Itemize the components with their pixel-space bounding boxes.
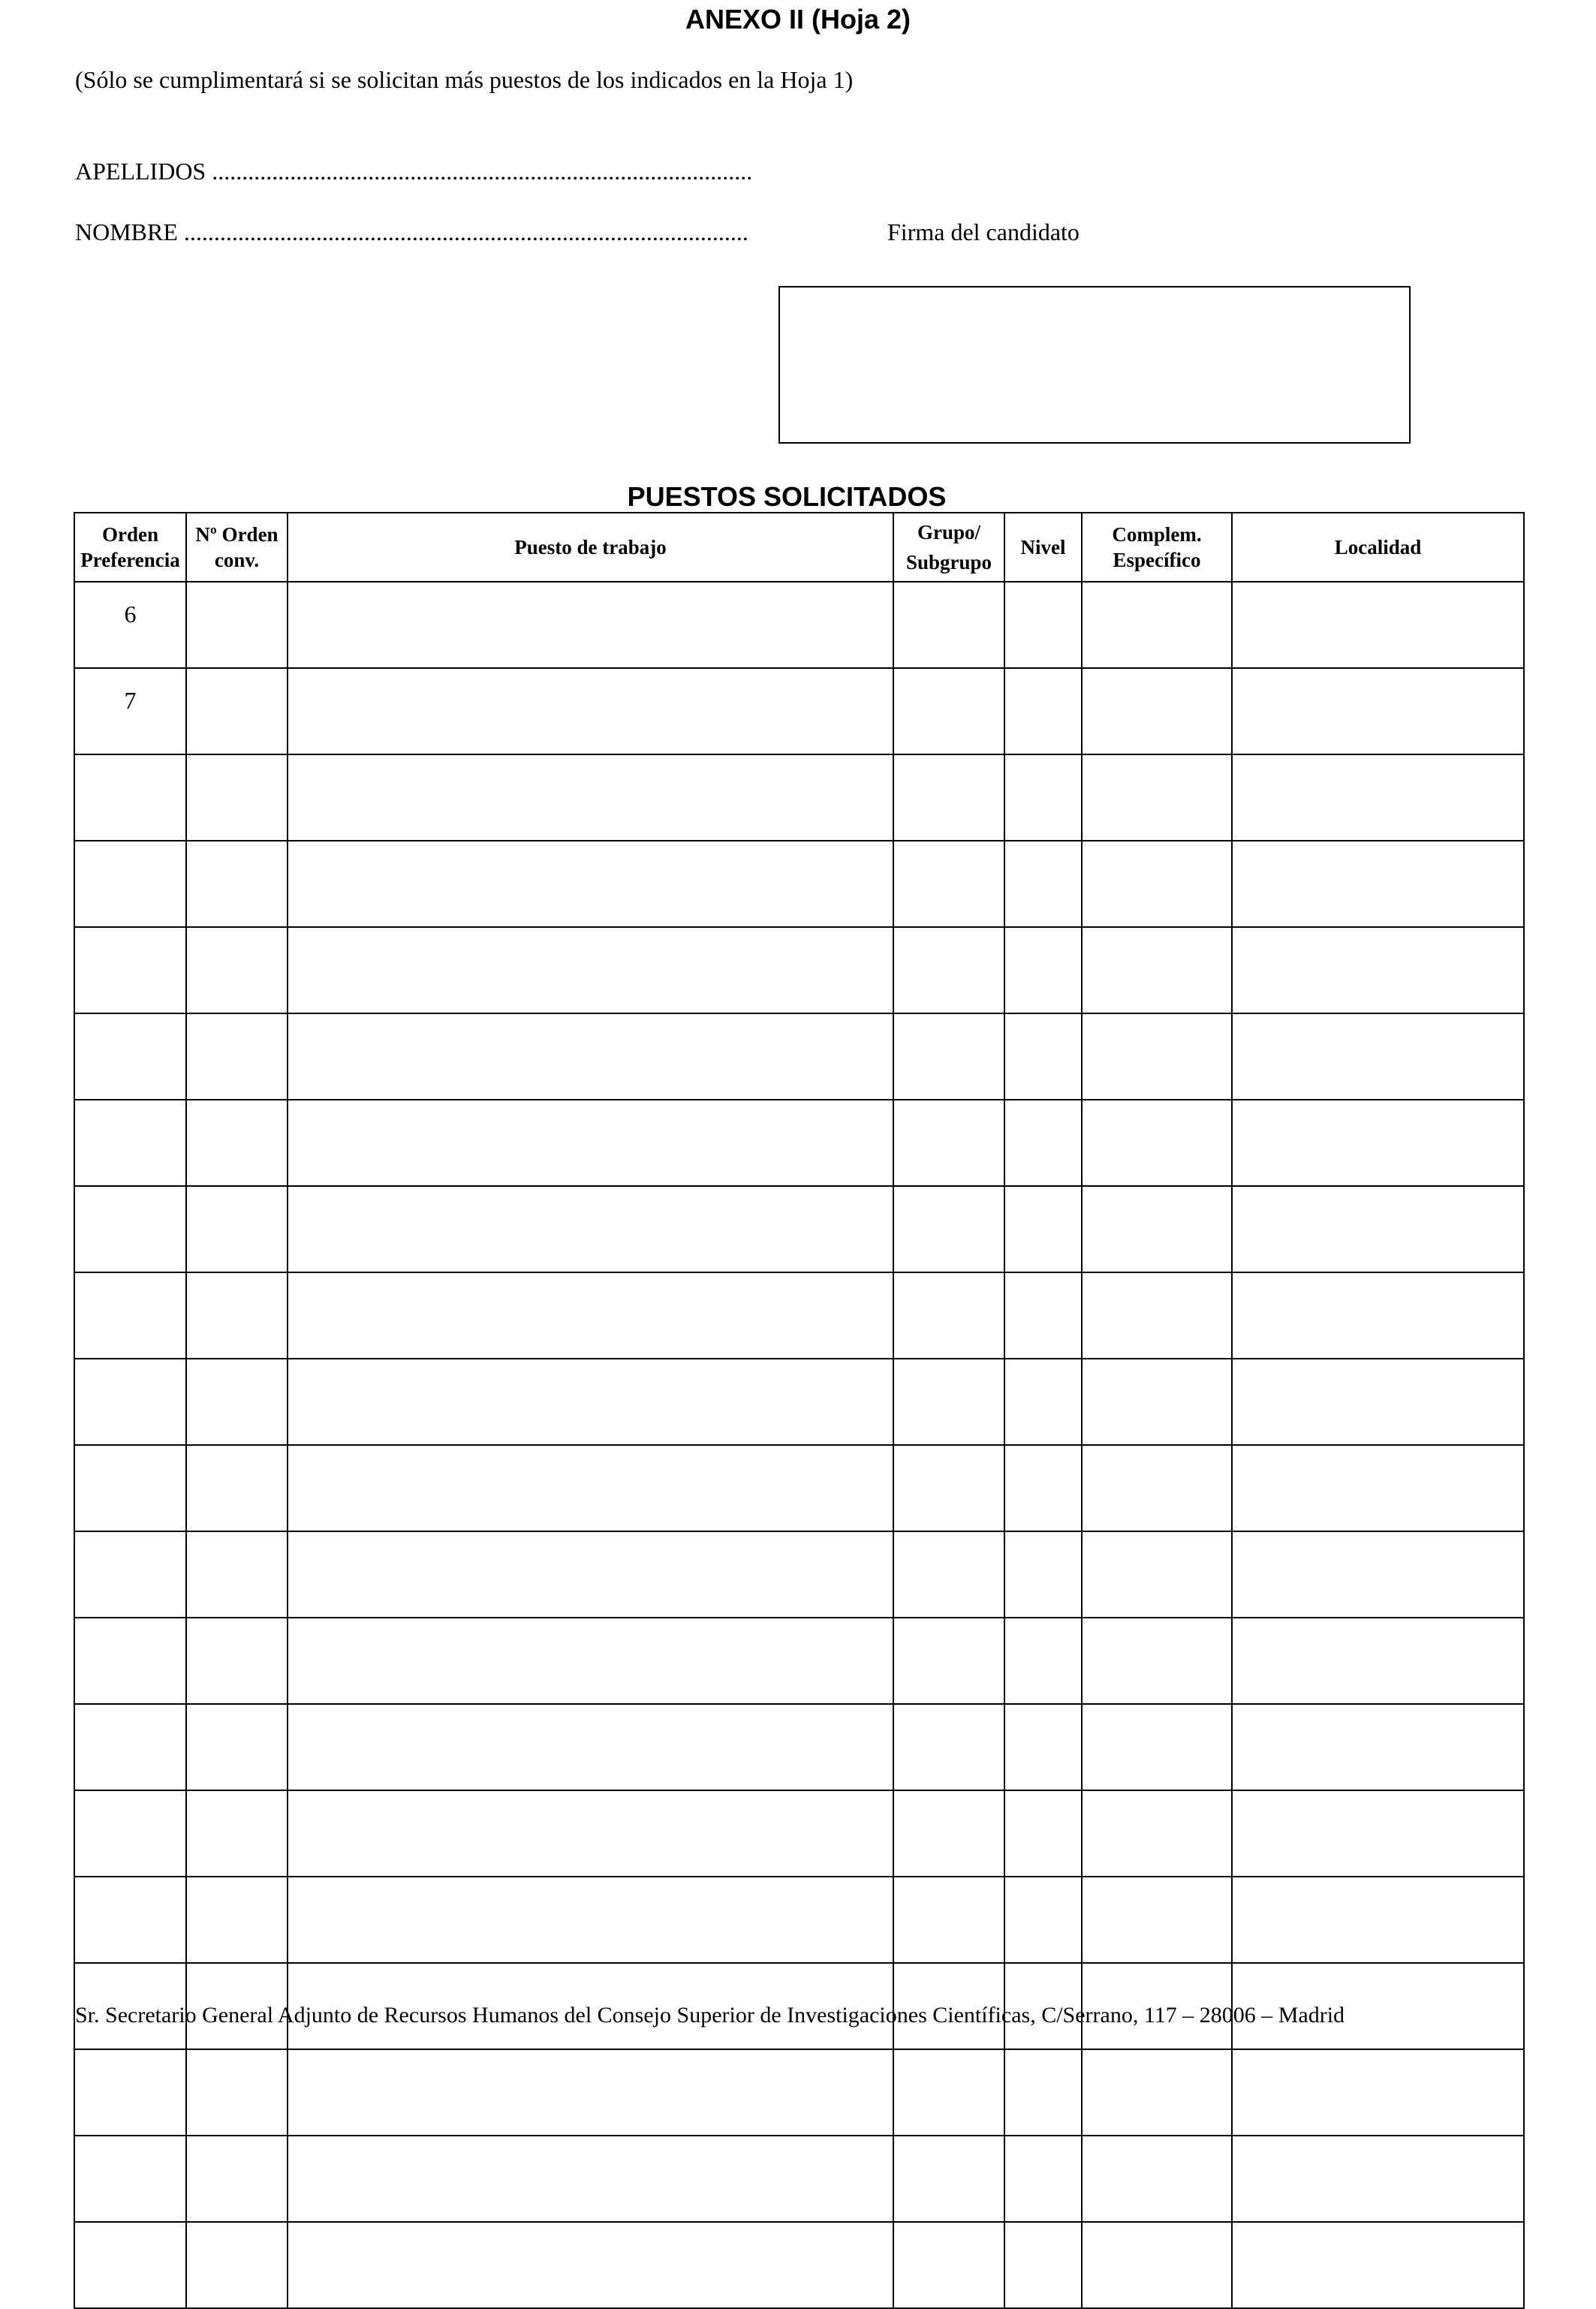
cell-complemento[interactable]	[1082, 2049, 1232, 2136]
cell-localidad[interactable]	[1232, 927, 1524, 1013]
cell-localidad[interactable]	[1232, 668, 1524, 754]
cell-complemento[interactable]	[1082, 1445, 1232, 1531]
cell-grupo[interactable]	[893, 927, 1004, 1013]
cell-complemento[interactable]	[1082, 927, 1232, 1013]
cell-localidad[interactable]	[1232, 754, 1524, 841]
cell-localidad[interactable]	[1232, 1100, 1524, 1186]
cell-n-orden[interactable]	[186, 1790, 288, 1877]
cell-orden[interactable]	[74, 1359, 186, 1445]
cell-complemento[interactable]	[1082, 841, 1232, 927]
cell-n-orden[interactable]	[186, 1531, 288, 1618]
cell-nivel[interactable]	[1004, 1100, 1082, 1186]
header-complemento	[1082, 513, 1232, 582]
cell-localidad[interactable]	[1232, 1704, 1524, 1790]
cell-n-orden[interactable]	[186, 1618, 288, 1704]
cell-orden[interactable]	[74, 1445, 186, 1531]
cell-complemento[interactable]	[1082, 1790, 1232, 1877]
cell-localidad[interactable]	[1232, 582, 1524, 668]
table-header-row	[74, 513, 1524, 582]
cell-grupo[interactable]	[893, 2136, 1004, 2222]
cell-n-orden[interactable]	[186, 754, 288, 841]
cell-n-orden[interactable]	[186, 1013, 288, 1100]
cell-orden[interactable]	[74, 2222, 186, 2308]
cell-nivel[interactable]	[1004, 1618, 1082, 1704]
cell-nivel[interactable]	[1004, 1790, 1082, 1877]
table-row	[74, 1877, 1524, 1963]
cell-orden[interactable]	[74, 754, 186, 841]
cell-nivel[interactable]	[1004, 2136, 1082, 2222]
cell-orden[interactable]	[74, 1618, 186, 1704]
cell-complemento[interactable]	[1082, 668, 1232, 754]
cell-localidad[interactable]	[1232, 1013, 1524, 1100]
cell-orden[interactable]	[74, 927, 186, 1013]
cell-puesto[interactable]	[288, 1704, 893, 1790]
table-row	[74, 1272, 1524, 1359]
cell-orden[interactable]: 6	[74, 582, 186, 668]
cell-n-orden[interactable]	[186, 582, 288, 668]
table-row	[74, 1445, 1524, 1531]
cell-puesto[interactable]	[288, 754, 893, 841]
cell-grupo[interactable]	[893, 582, 1004, 668]
cell-puesto[interactable]	[288, 1100, 893, 1186]
cell-puesto[interactable]	[288, 2049, 893, 2136]
table-row	[74, 1618, 1524, 1704]
cell-grupo[interactable]	[893, 754, 1004, 841]
cell-grupo[interactable]	[893, 1877, 1004, 1963]
signature-box[interactable]	[778, 286, 1411, 444]
cell-nivel[interactable]	[1004, 668, 1082, 754]
table-row	[74, 1100, 1524, 1186]
cell-complemento[interactable]	[1082, 1272, 1232, 1359]
cell-grupo[interactable]	[893, 668, 1004, 754]
cell-puesto[interactable]	[288, 1790, 893, 1877]
cell-puesto[interactable]	[288, 1272, 893, 1359]
cell-nivel[interactable]	[1004, 2049, 1082, 2136]
cell-orden[interactable]	[74, 1013, 186, 1100]
cell-nivel[interactable]	[1004, 1877, 1082, 1963]
cell-grupo[interactable]	[893, 1272, 1004, 1359]
cell-localidad[interactable]	[1232, 1359, 1524, 1445]
cell-nivel[interactable]	[1004, 754, 1082, 841]
cell-complemento[interactable]	[1082, 1013, 1232, 1100]
cell-nivel[interactable]	[1004, 582, 1082, 668]
cell-localidad[interactable]	[1232, 1618, 1524, 1704]
signature-label: Firma del candidato	[887, 218, 1080, 245]
cell-complemento[interactable]	[1082, 1186, 1232, 1272]
table-row	[74, 1790, 1524, 1877]
cell-orden[interactable]	[74, 1704, 186, 1790]
cell-puesto[interactable]	[288, 1877, 893, 1963]
table-row	[74, 2222, 1524, 2308]
cell-n-orden[interactable]	[186, 1445, 288, 1531]
cell-n-orden[interactable]	[186, 1100, 288, 1186]
cell-n-orden[interactable]	[186, 927, 288, 1013]
cell-nivel[interactable]	[1004, 927, 1082, 1013]
document-title: ANEXO II (Hoja 2)	[685, 4, 911, 35]
cell-localidad[interactable]	[1232, 2136, 1524, 2222]
positions-table	[74, 512, 1525, 2309]
cell-grupo[interactable]	[893, 2049, 1004, 2136]
cell-orden[interactable]: 7	[74, 668, 186, 754]
section-title: PUESTOS SOLICITADOS	[627, 481, 947, 512]
cell-n-orden[interactable]	[186, 1272, 288, 1359]
cell-grupo[interactable]	[893, 1790, 1004, 1877]
cell-nivel[interactable]	[1004, 1359, 1082, 1445]
cell-puesto[interactable]	[288, 1013, 893, 1100]
header-complem-line2: Específico	[1113, 549, 1201, 571]
cell-nivel[interactable]	[1004, 1186, 1082, 1272]
cell-orden[interactable]	[74, 2136, 186, 2222]
header-n-orden-line1: Nº Orden	[195, 523, 279, 546]
cell-localidad[interactable]	[1232, 1272, 1524, 1359]
table-row	[74, 2049, 1524, 2136]
cell-grupo[interactable]	[893, 1013, 1004, 1100]
apellidos-field[interactable]: APELLIDOS ..........................................................................................	[75, 158, 753, 185]
cell-complemento[interactable]	[1082, 754, 1232, 841]
cell-puesto[interactable]	[288, 927, 893, 1013]
cell-orden[interactable]	[74, 1531, 186, 1618]
cell-n-orden[interactable]	[186, 668, 288, 754]
nombre-field[interactable]: NOMBRE ..............................................................................................	[75, 218, 748, 245]
table-row	[74, 2136, 1524, 2222]
cell-puesto[interactable]	[288, 1445, 893, 1531]
footer-address: Sr. Secretario General Adjunto de Recursos Humanos del Consejo Superior de Investigaciones Científicas, C/Serrano, 117 – 28006 – Madrid	[75, 2003, 1345, 2028]
cell-complemento[interactable]	[1082, 1877, 1232, 1963]
table-row	[74, 1704, 1524, 1790]
cell-n-orden[interactable]	[186, 1877, 288, 1963]
cell-orden[interactable]	[74, 1186, 186, 1272]
cell-n-orden[interactable]	[186, 2222, 288, 2308]
cell-localidad[interactable]	[1232, 1445, 1524, 1531]
cell-localidad[interactable]	[1232, 2049, 1524, 2136]
cell-localidad[interactable]	[1232, 1531, 1524, 1618]
cell-complemento[interactable]	[1082, 1618, 1232, 1704]
cell-localidad[interactable]	[1232, 2222, 1524, 2308]
table-row	[74, 1359, 1524, 1445]
cell-n-orden[interactable]	[186, 2136, 288, 2222]
cell-grupo[interactable]	[893, 1359, 1004, 1445]
cell-orden[interactable]	[74, 1272, 186, 1359]
cell-puesto[interactable]	[288, 1531, 893, 1618]
cell-complemento[interactable]	[1082, 582, 1232, 668]
table-row	[74, 582, 1524, 668]
cell-grupo[interactable]	[893, 1618, 1004, 1704]
header-grupo-line1: Grupo/	[917, 521, 981, 543]
cell-puesto[interactable]	[288, 582, 893, 668]
header-localidad: Localidad	[1232, 513, 1524, 582]
table-row	[74, 1186, 1524, 1272]
cell-nivel[interactable]	[1004, 1272, 1082, 1359]
cell-complemento[interactable]	[1082, 2136, 1232, 2222]
cell-n-orden[interactable]	[186, 1359, 288, 1445]
cell-complemento[interactable]	[1082, 1100, 1232, 1186]
table-row	[74, 754, 1524, 841]
table-row	[74, 668, 1524, 754]
header-puesto: Puesto de trabajo	[288, 513, 893, 582]
table-row	[74, 1531, 1524, 1618]
header-grupo-subgrupo	[893, 513, 1004, 582]
cell-puesto[interactable]	[288, 668, 893, 754]
cell-complemento[interactable]	[1082, 1704, 1232, 1790]
cell-orden[interactable]	[74, 1877, 186, 1963]
cell-complemento[interactable]	[1082, 1359, 1232, 1445]
header-orden-preferencia-line1: Orden	[101, 523, 158, 546]
cell-puesto[interactable]	[288, 1186, 893, 1272]
cell-orden[interactable]	[74, 841, 186, 927]
table-row	[74, 841, 1524, 927]
table-row	[74, 1013, 1524, 1100]
header-grupo-line2: Subgrupo	[905, 551, 992, 573]
cell-orden[interactable]	[74, 1100, 186, 1186]
cell-grupo[interactable]	[893, 841, 1004, 927]
instruction-note: (Sólo se cumplimentará si se solicitan más puestos de los indicados en la Hoja 1)	[75, 66, 854, 93]
header-orden-preferencia	[74, 513, 186, 582]
header-n-orden-line2: conv.	[214, 549, 260, 571]
cell-puesto[interactable]	[288, 1618, 893, 1704]
cell-orden[interactable]	[74, 1790, 186, 1877]
cell-grupo[interactable]	[893, 1704, 1004, 1790]
cell-localidad[interactable]	[1232, 841, 1524, 927]
cell-nivel[interactable]	[1004, 1531, 1082, 1618]
cell-puesto[interactable]	[288, 2222, 893, 2308]
header-nivel: Nivel	[1004, 513, 1082, 582]
cell-nivel[interactable]	[1004, 1704, 1082, 1790]
header-n-orden-conv	[186, 513, 288, 582]
cell-n-orden[interactable]	[186, 1186, 288, 1272]
cell-puesto[interactable]	[288, 841, 893, 927]
cell-grupo[interactable]	[893, 1186, 1004, 1272]
cell-nivel[interactable]	[1004, 2222, 1082, 2308]
cell-grupo[interactable]	[893, 1100, 1004, 1186]
cell-complemento[interactable]	[1082, 2222, 1232, 2308]
cell-localidad[interactable]	[1232, 1186, 1524, 1272]
cell-nivel[interactable]	[1004, 1445, 1082, 1531]
cell-nivel[interactable]	[1004, 1013, 1082, 1100]
cell-grupo[interactable]	[893, 1531, 1004, 1618]
cell-grupo[interactable]	[893, 1445, 1004, 1531]
cell-localidad[interactable]	[1232, 1790, 1524, 1877]
cell-grupo[interactable]	[893, 2222, 1004, 2308]
cell-puesto[interactable]	[288, 2136, 893, 2222]
cell-n-orden[interactable]	[186, 2049, 288, 2136]
cell-n-orden[interactable]	[186, 1704, 288, 1790]
cell-puesto[interactable]	[288, 1359, 893, 1445]
cell-nivel[interactable]	[1004, 841, 1082, 927]
cell-complemento[interactable]	[1082, 1531, 1232, 1618]
header-complem-line1: Complem.	[1112, 523, 1202, 546]
cell-orden[interactable]	[74, 2049, 186, 2136]
table-row	[74, 927, 1524, 1013]
cell-n-orden[interactable]	[186, 841, 288, 927]
cell-localidad[interactable]	[1232, 1877, 1524, 1963]
header-orden-preferencia-line2: Preferencia	[80, 549, 180, 571]
